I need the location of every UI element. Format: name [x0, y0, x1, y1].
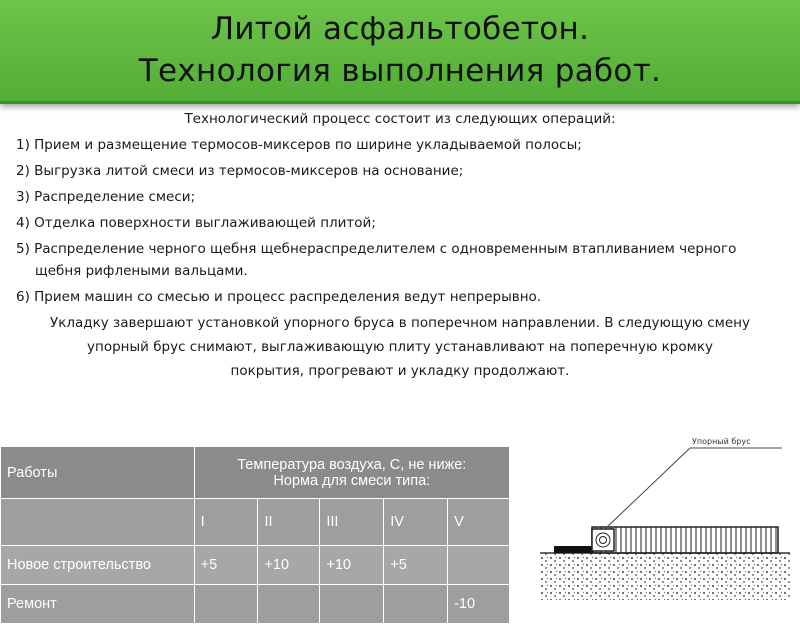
table-cell: +10	[320, 546, 384, 585]
temperature-norms-table	[0, 446, 510, 624]
text-body	[0, 104, 800, 383]
closing-line-2: упорный брус снимают, выглаживающую плиту устанавливают на поперечную кромку	[87, 339, 713, 355]
intro-text: Технологический процесс состоит из следующих операций:	[184, 111, 616, 127]
type-header-5: V	[448, 499, 510, 546]
table-cell	[258, 585, 320, 624]
list-item-2: 2) Выгрузка литой смеси из термосов-миксеров на основание;	[16, 163, 464, 179]
figure-label: Упорный брус	[692, 437, 751, 446]
page-title-line1: Литой асфальтобетон.	[210, 11, 590, 47]
header-works: Работы	[1, 447, 195, 499]
table-row	[1, 585, 510, 624]
table-cell	[194, 585, 258, 624]
type-header-2: II	[258, 499, 320, 546]
stop-beam	[592, 529, 614, 551]
title-banner	[0, 0, 800, 104]
table-cell	[320, 585, 384, 624]
list-item-5-text: 5) Распределение черного щебня щебнераспределителем с одновременным втапливанием черного	[16, 241, 737, 257]
table-types-row	[1, 499, 510, 546]
list-item-5-continuation: щебня рифлеными вальцами.	[35, 263, 248, 279]
closing-line-1: Укладку завершают установкой упорного бруса в поперечном направлении. В следующую смену	[50, 315, 750, 331]
table-header-row	[1, 447, 510, 499]
header-temperature-line2: Норма для смеси типа:	[273, 472, 431, 489]
type-header-1: I	[194, 499, 258, 546]
gravel-base	[540, 553, 790, 600]
stop-beam-drawing	[540, 430, 790, 600]
list-item-3: 3) Распределение смеси;	[16, 189, 196, 205]
type-header-3: III	[320, 499, 384, 546]
list-item-6: 6) Прием машин со смесью и процесс распределения ведут непрерывно.	[16, 289, 542, 305]
table-cell	[448, 546, 510, 585]
leader-arrow	[606, 448, 690, 528]
list-item-4: 4) Отделка поверхности выглаживающей плитой;	[16, 215, 376, 231]
table-cell	[1, 499, 195, 546]
list-item-5	[0, 236, 800, 284]
header-temperature-line1: Температура воздуха, С, не ниже:	[237, 456, 467, 473]
header-temperature	[194, 447, 509, 499]
table-cell: +10	[258, 546, 320, 585]
closing-line-3: покрытия, прогревают и укладку продолжают.	[230, 363, 570, 379]
table-cell: -10	[448, 585, 510, 624]
table-cell	[384, 585, 448, 624]
support-strip	[554, 546, 594, 553]
stop-beam-illustration	[540, 430, 790, 600]
row-label: Ремонт	[1, 585, 195, 624]
list-item-1: 1) Прием и размещение термосов-миксеров по ширине укладываемой полосы;	[16, 137, 582, 153]
table-row	[1, 546, 510, 585]
table-cell: +5	[384, 546, 448, 585]
table-cell: +5	[194, 546, 258, 585]
closing-paragraph	[0, 311, 800, 383]
type-header-4: IV	[384, 499, 448, 546]
asphalt-layer	[592, 527, 778, 553]
page-title-line2: Технология выполнения работ.	[138, 53, 662, 89]
row-label: Новое строительство	[1, 546, 195, 585]
